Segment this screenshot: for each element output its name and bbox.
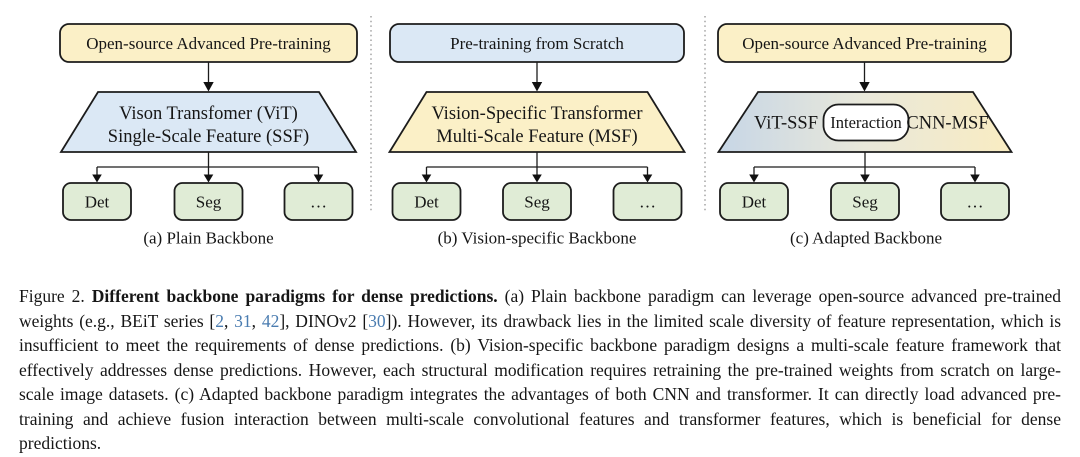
connector-lines xyxy=(97,152,319,176)
citation-link[interactable]: 30 xyxy=(368,310,386,331)
trapezoid-label-line1: Vison Transfomer (ViT) xyxy=(119,104,298,124)
task-label-seg: Seg xyxy=(195,192,222,212)
task-label-det: Det xyxy=(84,192,110,212)
task-label-seg: Seg xyxy=(524,192,550,212)
trapezoid-label-line2: Multi-Scale Feature (MSF) xyxy=(436,127,638,147)
task-label-more: … xyxy=(639,192,656,212)
task-label-more: … xyxy=(310,192,327,212)
arrowhead-icon xyxy=(532,82,542,92)
arrowhead-icon xyxy=(970,175,980,183)
caption-segment: ], DINOv2 [ xyxy=(279,310,369,331)
task-label-more: … xyxy=(966,192,984,212)
panel-caption-b: (b) Vision-specific Backbone xyxy=(437,228,637,248)
arrowhead-icon xyxy=(749,175,759,183)
arrowhead-icon xyxy=(314,175,324,183)
pretraining-box-label: Pre-training from Scratch xyxy=(450,34,624,53)
cnn-msf-label: CNN-MSF xyxy=(906,113,989,134)
caption-segment: (a) Plain backbone paradigm can leverage open-source advanced pre-trained weights (e.g., BEiT series [ xyxy=(19,286,1061,331)
task-label-det: Det xyxy=(414,192,439,212)
arrowhead-icon xyxy=(859,82,869,92)
task-label-seg: Seg xyxy=(852,192,878,212)
caption-segment: Figure 2. xyxy=(19,286,92,306)
panel-caption-c: (c) Adapted Backbone xyxy=(790,228,942,248)
figure-caption-text xyxy=(19,284,1061,456)
arrowhead-icon xyxy=(532,175,542,183)
panel-plain-backbone xyxy=(60,24,357,248)
arrowhead-icon xyxy=(860,175,870,183)
arrowhead-icon xyxy=(643,175,653,183)
connector-lines xyxy=(427,152,648,176)
citation-link[interactable]: 2 xyxy=(215,310,225,331)
caption-segment: , xyxy=(224,310,235,331)
task-label-det: Det xyxy=(741,192,767,212)
pretraining-box-label: Open-source Advanced Pre-training xyxy=(86,34,331,53)
pretraining-box-label: Open-source Advanced Pre-training xyxy=(742,34,987,53)
citation-link[interactable]: 31 xyxy=(234,310,252,331)
caption-segment: , xyxy=(251,310,262,331)
vit-ssf-label: ViT-SSF xyxy=(753,113,819,134)
arrowhead-icon xyxy=(422,175,432,183)
arrowhead-icon xyxy=(203,82,213,92)
panel-caption-a: (a) Plain Backbone xyxy=(143,228,274,248)
citation-link[interactable]: 42 xyxy=(261,310,280,331)
interaction-label: Interaction xyxy=(830,113,902,132)
panel-adapted-backbone xyxy=(718,24,1012,248)
arrowhead-icon xyxy=(92,175,102,183)
trapezoid-label-line1: Vision-Specific Transformer xyxy=(431,104,643,124)
arrowhead-icon xyxy=(204,175,214,183)
caption-segment: ]). However, its drawback lies in the limited scale diversity of feature representation, which is insufficient to meet the requirements of dense predictions. (b) Vision-specific backbone paradigm designs a multi-scale feature framework that effectively addresses dense predictions. However, each structural modification requires retraining the pre-trained weights from scratch on large-scale image datasets. (c) Adapted backbone paradigm integrates the advantages of both CNN and transformer. It can directly load advanced pre-training and achieve fusion interaction between multi-scale convolutional features and transformer features, which is beneficial for dense predictions. xyxy=(19,310,1062,453)
connector-lines xyxy=(754,152,975,176)
panel-vision-specific-backbone xyxy=(390,24,685,248)
trapezoid-label-line2: Single-Scale Feature (SSF) xyxy=(107,127,310,147)
caption-segment: Different backbone paradigms for dense predictions. xyxy=(91,286,498,306)
